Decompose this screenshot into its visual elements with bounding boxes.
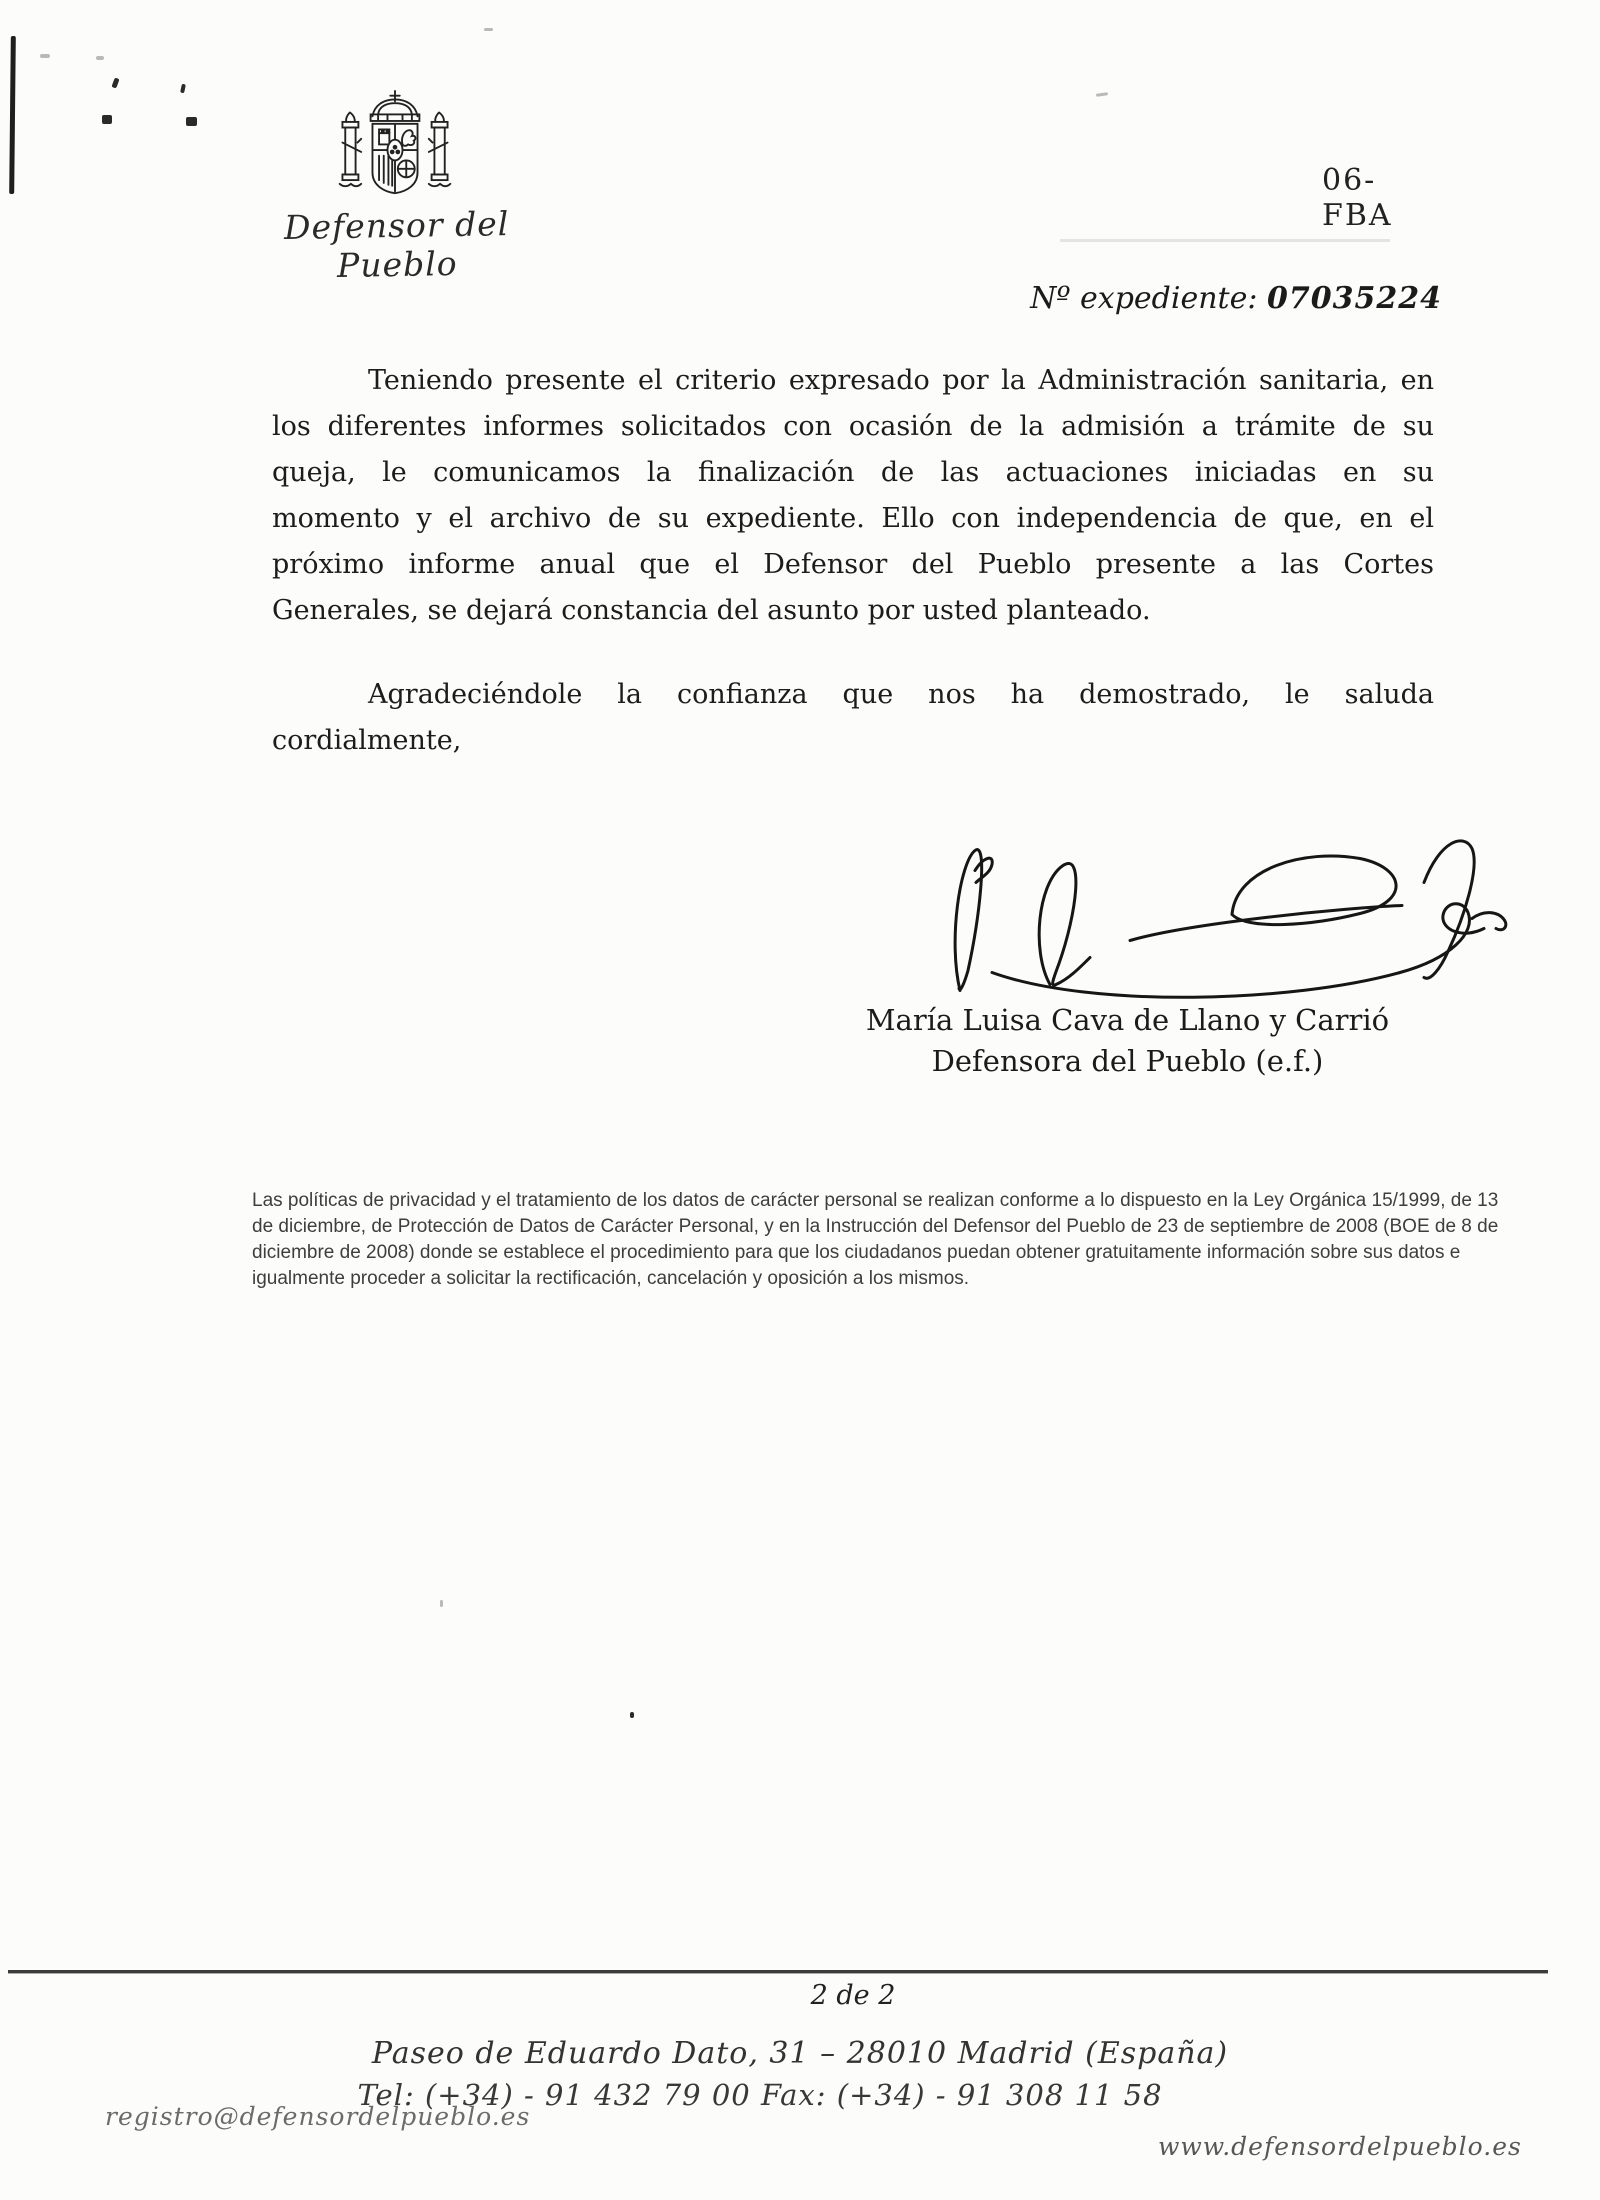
signer-title: Defensora del Pueblo (e.f.)	[931, 1044, 1324, 1078]
signer-block	[855, 1000, 1400, 1082]
scan-speck	[111, 77, 119, 88]
body-line: próximo informe anual que el Defensor del Pueblo presente a las Cortes	[272, 549, 1434, 580]
body-line: los diferentes informes solicitados con ocasión de la admisión a trámite de su	[272, 411, 1434, 442]
privacy-line: de diciembre, de Protección de Datos de Carácter Personal, y en la Instrucción del Defensor del Pueblo de 23 de septiembre de 2008 (BOE de 8 de	[252, 1216, 1499, 1237]
signer-name: María Luisa Cava de Llano y Carrió	[865, 1003, 1390, 1037]
body-line: Generales, se dejará constancia del asunto por usted planteado.	[272, 595, 1151, 626]
scan-speck	[1096, 92, 1108, 97]
scan-speck	[440, 1600, 443, 1607]
body-line: momento y el archivo de su expediente. Ello con independencia de que, en el	[272, 503, 1434, 534]
scan-artifact-line	[9, 36, 16, 194]
page-number: 2 de 2	[810, 1980, 896, 2011]
body-line: Agradeciéndole la confianza que nos ha demostrado, le saluda	[368, 679, 1434, 710]
footer-phone-fax: Tel: (+34) - 91 432 79 00 Fax: (+34) - 91 308 11 58	[357, 2078, 1163, 2112]
scan-smudge	[1060, 239, 1390, 242]
reference-code: 06-FBA	[1322, 163, 1393, 233]
body-line: queja, le comunicamos la finalización de las actuaciones iniciadas en su	[272, 457, 1434, 488]
privacy-line: diciembre de 2008) donde se establece el procedimiento para que los ciudadanos puedan obtener gratuitamente información sobre sus datos e	[252, 1242, 1461, 1263]
scan-speck	[630, 1712, 634, 1718]
org-name-script: Defensor del Pueblo	[283, 204, 510, 286]
scan-speck	[40, 54, 50, 58]
privacy-note	[252, 1188, 1499, 1292]
scan-speck	[102, 115, 112, 124]
expediente-label: Nº expediente:	[1030, 281, 1258, 316]
footer-divider	[8, 1970, 1548, 1973]
scan-speck	[96, 56, 104, 60]
footer-website: www.defensordelpueblo.es	[1158, 2132, 1522, 2161]
scan-speck	[186, 117, 197, 126]
footer-email: registro@defensordelpueblo.es	[105, 2102, 531, 2131]
footer-address: Paseo de Eduardo Dato, 31 – 28010 Madrid (España)	[371, 2036, 1229, 2071]
body-line: Teniendo presente el criterio expresado por la Administración sanitaria, en	[368, 365, 1434, 396]
handwritten-signature	[930, 818, 1520, 1018]
privacy-line: Las políticas de privacidad y el tratamiento de los datos de carácter personal se realizan conforme a lo dispuesto en la Ley Orgánica 15/1999, de 13	[252, 1190, 1499, 1211]
body-line: cordialmente,	[272, 725, 462, 756]
scan-speck	[484, 28, 493, 31]
body-paragraph-1	[272, 358, 1434, 634]
expediente-line	[800, 281, 1442, 316]
scan-speck	[180, 84, 186, 94]
spanish-coat-of-arms-icon	[328, 90, 462, 212]
privacy-line: igualmente proceder a solicitar la rectificación, cancelación y oposición a los mismos.	[252, 1268, 970, 1289]
body-paragraph-2	[272, 672, 1434, 764]
expediente-number: 07035224	[1267, 281, 1442, 316]
